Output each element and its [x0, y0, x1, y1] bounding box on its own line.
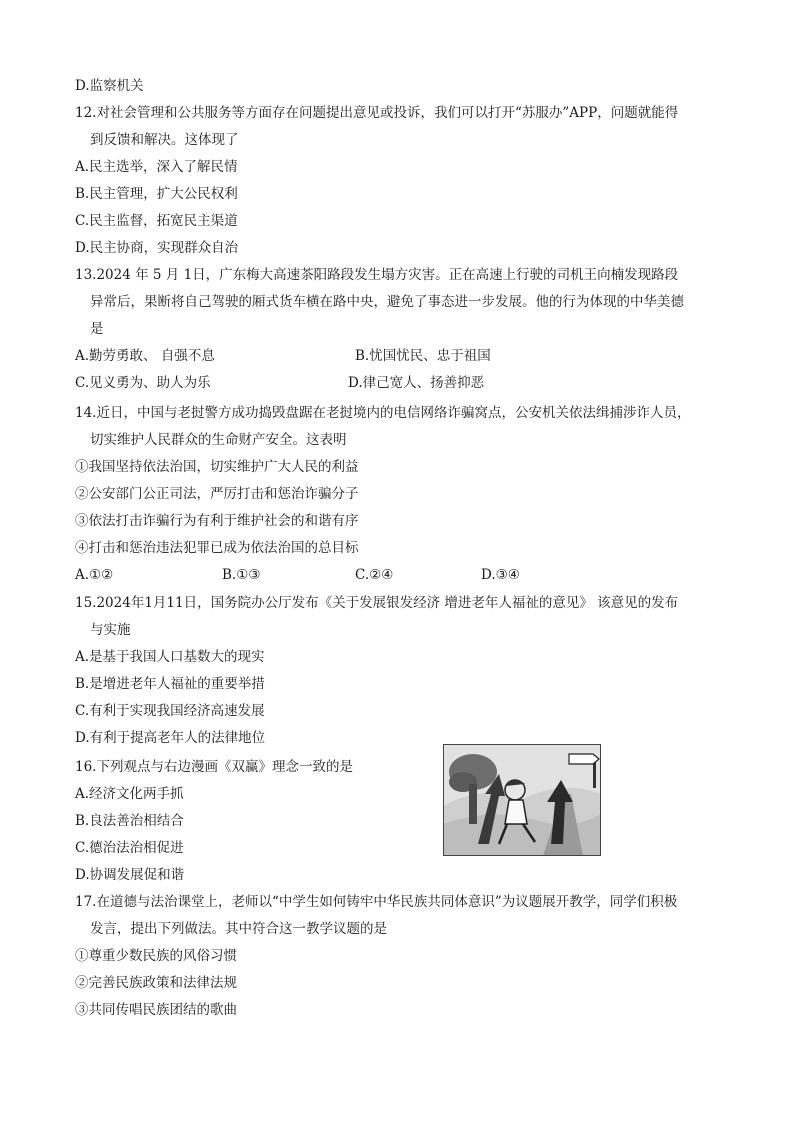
q17-item-3: ③共同传唱民族团结的歌曲	[75, 1002, 237, 1018]
q13-option-a: A.勤劳勇敢、 自强不息	[75, 348, 215, 364]
q16-cartoon-image	[443, 744, 601, 856]
q13-stem-line3: 是	[90, 321, 104, 337]
q11-option-d: D.监察机关	[75, 78, 144, 94]
q12-option-a: A.民主选举，深入了解民情	[75, 159, 238, 175]
q14-stem-line2: 切实维护人民群众的生命财产安全。这表明	[90, 432, 347, 448]
q14-item-3: ③依法打击诈骗行为有利于维护社会的和谐有序	[75, 513, 359, 529]
q13-option-d: D.律己宽人、扬善抑恶	[348, 375, 485, 391]
q15-option-d: D.有利于提高老年人的法律地位	[75, 730, 266, 746]
q15-stem-line2: 与实施	[90, 622, 131, 638]
q16-option-d: D.协调发展促和谐	[75, 867, 185, 883]
q15-option-a: A.是基于我国人口基数大的现实	[75, 649, 265, 665]
q17-item-1: ①尊重少数民族的风俗习惯	[75, 948, 237, 964]
q12-stem-line1: 12.对社会管理和公共服务等方面存在问题提出意见或投诉，我们可以打开“苏服办”APP，问题就能得	[75, 105, 679, 121]
q16-option-b: B.良法善治相结合	[75, 813, 184, 829]
q13-option-c: C.见义勇为、助人为乐	[75, 375, 211, 391]
q17-stem-line1: 17.在道德与法治课堂上，老师以“中学生如何铸牢中华民族共同体意识”为议题展开教学，同学们积极	[75, 894, 678, 910]
q13-stem-line1: 13.2024 年 5 月 1日，广东梅大高速茶阳路段发生塌方灾害。正在高速上行驶的司机王向楠发现路段	[75, 267, 679, 283]
q16-option-a: A.经济文化两手抓	[75, 786, 184, 802]
q14-item-2: ②公安部门公正司法，严厉打击和惩治诈骗分子	[75, 486, 359, 502]
q12-option-d: D.民主协商，实现群众自治	[75, 240, 239, 256]
q13-stem-line2: 异常后，果断将自己驾驶的厢式货车横在路中央，避免了事态进一步发展。他的行为体现的中华美德	[90, 294, 684, 310]
q12-option-c: C.民主监督，拓宽民主渠道	[75, 213, 238, 229]
q16-stem: 16.下列观点与右边漫画《双赢》理念一致的是	[75, 759, 353, 775]
q15-stem-line1: 15.2024年1月11日，国务院办公厅发布《关于发展银发经济 增进老年人福祉的意见》 该意见的发布	[75, 595, 679, 611]
q14-option-c: C.②④	[355, 567, 394, 583]
q16-option-c: C.德治法治相促进	[75, 840, 184, 856]
q17-item-2: ②完善民族政策和法律法规	[75, 975, 237, 991]
q15-option-c: C.有利于实现我国经济高速发展	[75, 703, 265, 719]
q12-option-b: B.民主管理，扩大公民权利	[75, 186, 238, 202]
q14-option-a: A.①②	[75, 567, 114, 583]
q14-option-d: D.③④	[481, 567, 520, 583]
q12-stem-line2: 到反馈和解决。这体现了	[90, 132, 239, 148]
q14-stem-line1: 14.近日，中国与老挝警方成功捣毁盘踞在老挝境内的电信网络诈骗窝点，公安机关依法缉捕涉诈人员，	[75, 405, 691, 421]
q13-option-b: B.忧国忧民、忠于祖国	[355, 348, 491, 364]
q17-stem-line2: 发言，提出下列做法。其中符合这一教学议题的是	[90, 921, 387, 937]
q14-item-1: ①我国坚持依法治国，切实维护广大人民的利益	[75, 459, 359, 475]
q14-option-b: B.①③	[222, 567, 261, 583]
q15-option-b: B.是增进老年人福祉的重要举措	[75, 676, 265, 692]
q14-item-4: ④打击和惩治违法犯罪已成为依法治国的总目标	[75, 540, 359, 556]
